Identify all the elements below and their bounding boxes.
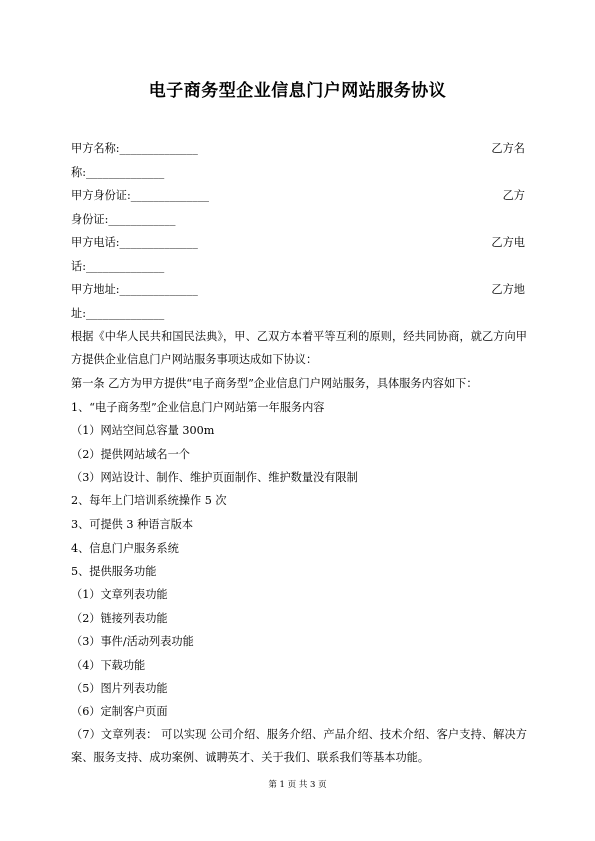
clause-line: （3）网站设计、制作、维护页面制作、维护数量没有限制 [71, 471, 358, 484]
clause-line: （3）事件/活动列表功能 [71, 635, 194, 648]
page-number-footer: 第 1 页 共 3 页 [268, 780, 327, 790]
clause-line: 5、提供服务功能 [71, 565, 157, 578]
features-paragraph: （7）文章列表： 可以实现 公司介绍、服务介绍、产品介绍、技术介绍、客户支持、解决方案、服务支持、成功案例、诚聘英才、关于我们、联系我们等基本功能。 [71, 728, 527, 765]
clause-line: （2）链接列表功能 [71, 612, 168, 625]
party-a-name-label: 甲方名称:______________ [71, 142, 198, 155]
party-b-address-continuation: 址:______________ [71, 307, 165, 320]
clause-line: 4、信息门户服务系统 [71, 542, 179, 555]
party-row-phone [71, 231, 525, 255]
party-b-name-label: 乙方名 [491, 142, 525, 155]
party-a-id-label: 甲方身份证:______________ [71, 189, 210, 202]
party-b-phone-continuation: 话:______________ [71, 260, 165, 273]
clause-line: （4）下载功能 [71, 659, 146, 672]
party-b-address-label: 乙方地 [491, 283, 525, 296]
party-b-id-label: 乙方 [502, 189, 525, 202]
party-row-name [71, 137, 525, 161]
document-title: 电子商务型企业信息门户网站服务协议 [148, 81, 447, 101]
clause-line: 第一条 乙方为甲方提供“电子商务型”企业信息门户网站服务，具体服务内容如下： [71, 377, 478, 390]
intro-paragraph: 根据《中华人民共和国民法典》，甲、乙双方本着平等互利的原则，经共同协商，就乙方向甲方提供企业信息门户网站服务事项达成如下协议： [71, 330, 527, 367]
party-b-id-continuation: 身份证:____________ [71, 213, 176, 226]
clause-line: （1）网站空间总容量 300m [71, 424, 215, 437]
party-b-phone-label: 乙方电 [491, 236, 525, 249]
clause-line: 1、“电子商务型”企业信息门户网站第一年服务内容 [71, 401, 325, 414]
clause-line: （2）提供网站域名一个 [71, 448, 190, 461]
party-a-phone-label: 甲方电话:______________ [71, 236, 198, 249]
party-b-name-continuation: 称:______________ [71, 166, 165, 179]
party-a-address-label: 甲方地址:______________ [71, 283, 198, 296]
clause-line: （5）图片列表功能 [71, 682, 168, 695]
party-row-address [71, 278, 525, 302]
clause-line: （1）文章列表功能 [71, 588, 168, 601]
clause-line: （6）定制客户页面 [71, 705, 168, 718]
party-row-id [71, 184, 525, 208]
clause-line: 3、可提供 3 种语言版本 [71, 518, 194, 531]
clause-line: 2、每年上门培训系统操作 5 次 [71, 494, 227, 507]
